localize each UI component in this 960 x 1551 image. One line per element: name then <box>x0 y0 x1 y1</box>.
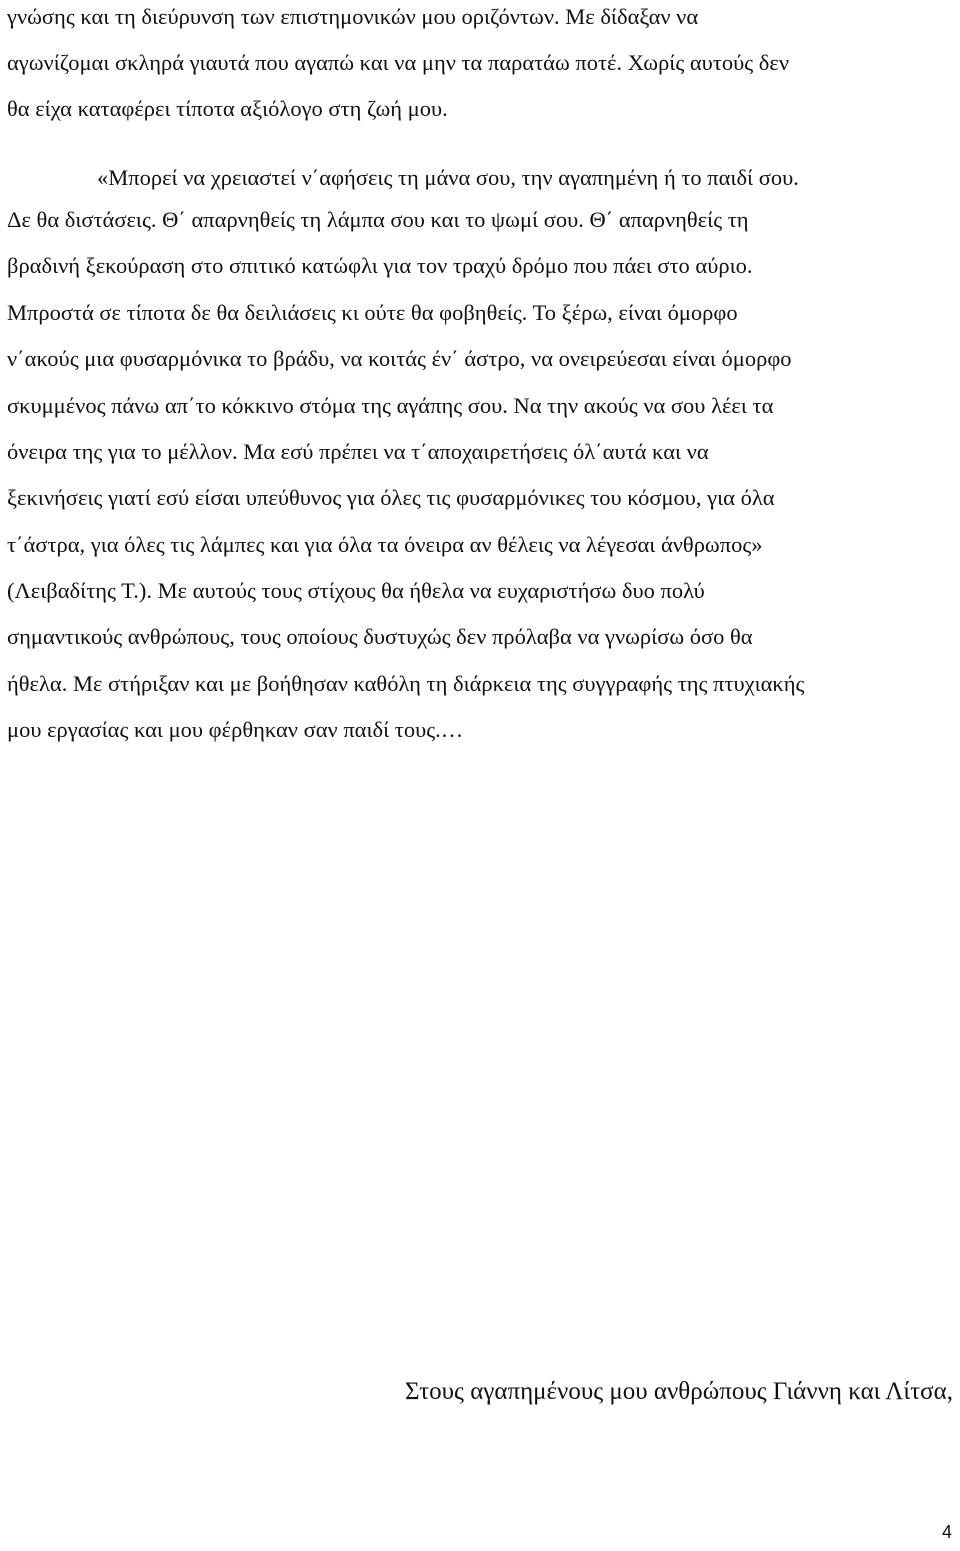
body-text-line: βραδινή ξεκούραση στο σπιτικό κατώφλι για τον τραχύ δρόμο που πάει στο αύριο. <box>7 253 753 278</box>
dedication-text: Στους αγαπημένους μου ανθρώπους Γιάννη και Λίτσα, <box>405 1378 953 1405</box>
body-text-line: (Λειβαδίτης Τ.). Με αυτούς τους στίχους θα ήθελα να ευχαριστήσω δυο πολύ <box>7 578 705 603</box>
body-text-line: σημαντικούς ανθρώπους, τους οποίους δυστυχώς δεν πρόλαβα να γνωρίσω όσο θα <box>7 624 753 649</box>
body-text-line: Δε θα διστάσεις. Θ΄ απαρνηθείς τη λάμπα σου και το ψωμί σου. Θ΄ απαρνηθείς τη <box>7 207 749 232</box>
quote-first-line: «Μπορεί να χρειαστεί ν΄αφήσεις τη μάνα σου, την αγαπημένη ή το παιδί σου. <box>97 165 799 190</box>
body-text-line: όνειρα της για το μέλλον. Μα εσύ πρέπει να τ΄αποχαιρετήσεις όλ΄αυτά και να <box>7 439 709 464</box>
body-text-line: θα είχα καταφέρει τίποτα αξιόλογο στη ζωή μου. <box>7 96 448 121</box>
page-number: 4 <box>941 1522 952 1542</box>
body-text-line: μου εργασίας και μου φέρθηκαν σαν παιδί τους.… <box>7 717 464 742</box>
body-text-line: ήθελα. Με στήριξαν και με βοήθησαν καθόλη τη διάρκεια της συγγραφής της πτυχιακής <box>7 671 805 696</box>
body-text-line: σκυμμένος πάνω απ΄το κόκκινο στόμα της αγάπης σου. Να την ακούς να σου λέει τα <box>7 393 774 418</box>
body-text-line: γνώσης και τη διεύρυνση των επιστημονικών μου οριζόντων. Με δίδαξαν να <box>7 4 699 29</box>
body-text-line: Μπροστά σε τίποτα δε θα δειλιάσεις κι ούτε θα φοβηθείς. Το ξέρω, είναι όμορφο <box>7 300 738 325</box>
body-text-line: ν΄ακούς μια φυσαρμόνικα το βράδυ, να κοιτάς έν΄ άστρο, να ονειρεύεσαι είναι όμορφο <box>7 346 792 371</box>
body-text-line: ξεκινήσεις γιατί εσύ είσαι υπεύθυνος για όλες τις φυσαρμόνικες του κόσμου, για όλα <box>7 485 775 510</box>
body-text-line: αγωνίζομαι σκληρά γιαυτά που αγαπώ και να μην τα παρατάω ποτέ. Χωρίς αυτούς δεν <box>7 50 790 75</box>
body-text-line: τ΄άστρα, για όλες τις λάμπες και για όλα τα όνειρα αν θέλεις να λέγεσαι άνθρωπος» <box>7 532 763 557</box>
